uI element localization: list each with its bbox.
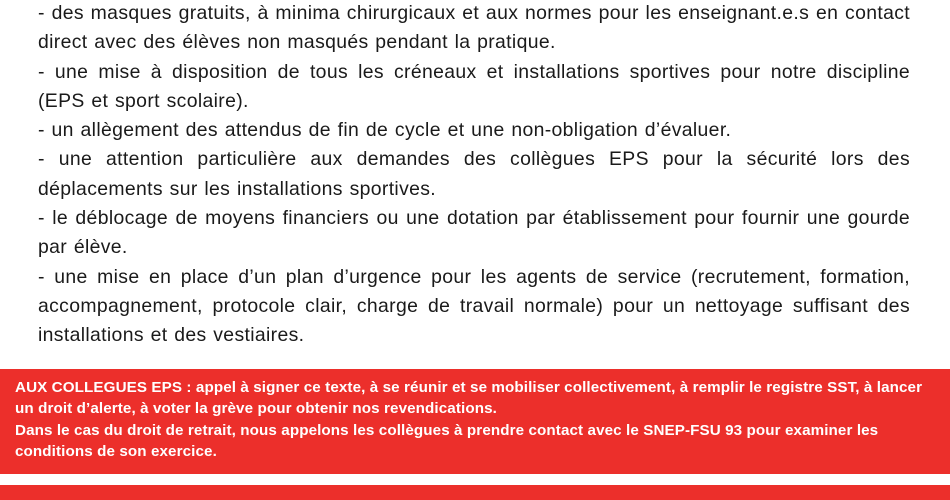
demand-sports-facilities: - une mise à disposition de tous les créneaux et installations sportives pour notre discipline (EPS et sport scolaire).	[38, 60, 910, 112]
demand-travel-safety: - une attention particulière aux demandes des collègues EPS pour la sécurité lors des déplacements sur les installations sportives.	[38, 148, 910, 200]
call-to-action-banner	[0, 369, 950, 474]
demand-service-staff-plan: - une mise en place d’un plan d’urgence pour les agents de service (recrutement, formation, accompagnement, protocole clair, charge de travail normale) pour un nettoyage suffisant des installations et des vestiaires.	[38, 265, 910, 347]
bottom-red-strip	[0, 485, 950, 500]
right-of-withdrawal-text: Dans le cas du droit de retrait, nous appelons les collègues à prendre contact avec le SNEP-FSU 93 pour examiner les conditions de son exercice.	[15, 421, 879, 461]
demands-list	[38, 0, 910, 351]
demand-masks: - des masques gratuits, à minima chirurgicaux et aux normes pour les enseignant.e.s en contact direct avec des élèves non masqués pendant la pratique.	[38, 2, 910, 54]
call-to-action-text: AUX COLLEGUES EPS : appel à signer ce texte, à se réunir et se mobiliser collectivement, à remplir le registre SST, à lancer un droit d’alerte, à voter la grève pour obtenir nos revendications.	[15, 379, 923, 418]
demand-lighter-expectations: - un allègement des attendus de fin de cycle et une non-obligation d’évaluer.	[38, 119, 732, 142]
demand-water-bottle-funding: - le déblocage de moyens financiers ou une dotation par établissement pour fournir une gourde par élève.	[38, 207, 910, 259]
